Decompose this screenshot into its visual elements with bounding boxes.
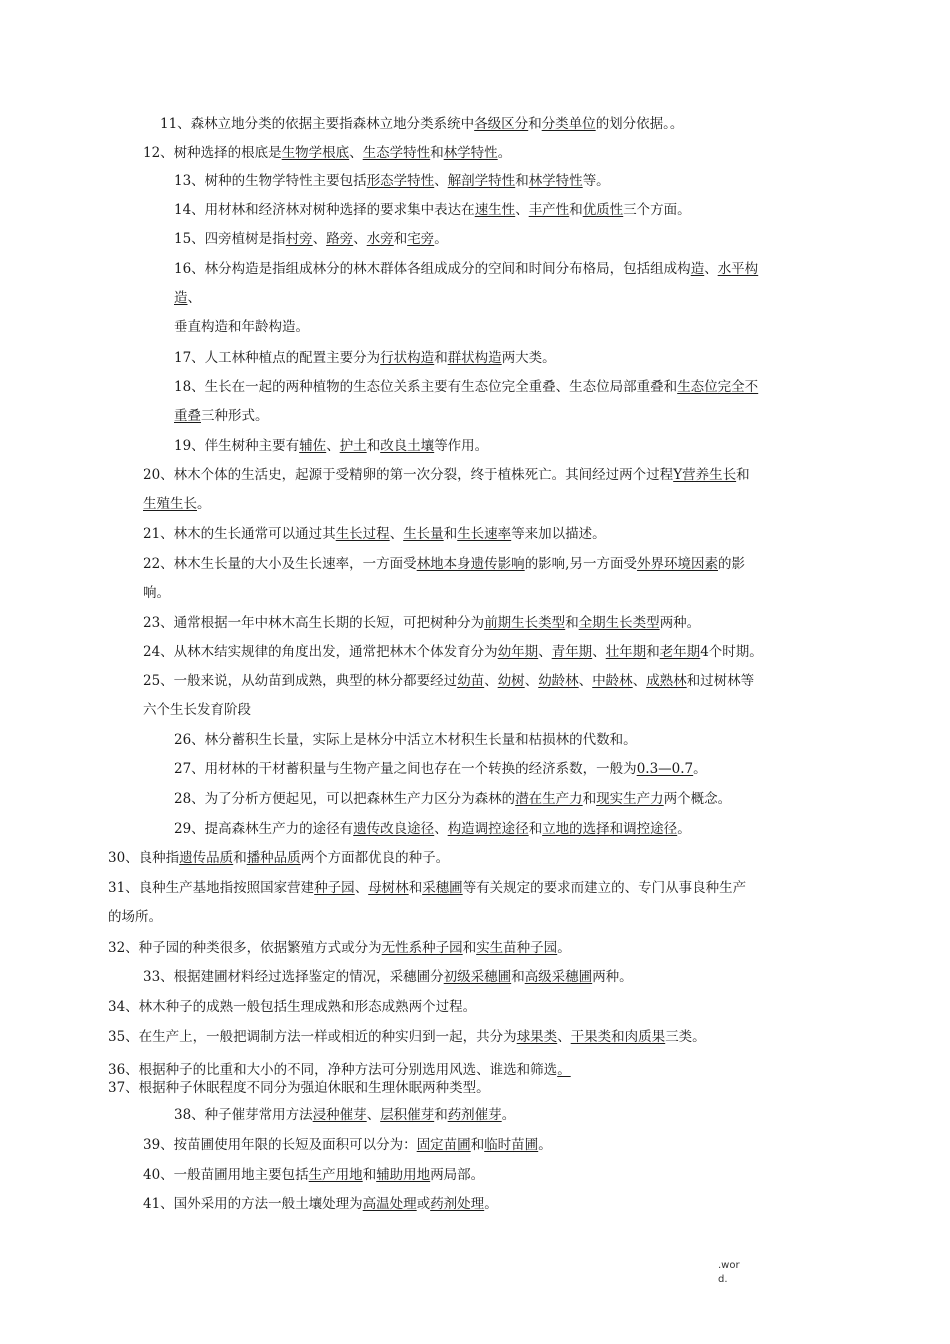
- underlined-answer: 潜在生产力: [515, 791, 583, 807]
- underlined-answer: 层积催芽: [380, 1107, 435, 1123]
- text-segment: 等来加以描述。: [511, 526, 606, 542]
- text-segment: 六个生长发育阶段: [143, 702, 251, 718]
- underlined-answer: 干果类和肉质果: [570, 1029, 666, 1045]
- underlined-answer: 种子园: [314, 880, 355, 896]
- underlined-answer: 全期生长类型: [578, 615, 660, 631]
- underlined-answer: 生物学根底: [281, 145, 350, 161]
- underlined-answer: 水旁: [366, 231, 394, 247]
- underlined-answer: 辅佐: [299, 438, 327, 454]
- underlined-answer: 高级采穗圃: [524, 969, 593, 985]
- text-line: [174, 317, 309, 337]
- underlined-answer: 解剖学特性: [447, 173, 516, 189]
- text-segment: 和: [646, 644, 660, 660]
- text-line: [143, 465, 750, 485]
- text-segment: 。: [501, 1107, 516, 1123]
- text-line: [143, 494, 211, 514]
- underlined-answer: 生长量: [403, 526, 444, 542]
- text-line: [143, 143, 511, 163]
- underlined-answer: 构造调控途径: [447, 821, 529, 837]
- text-segment: 18、生长在一起的两种植物的生态位关系主要有生态位完全重叠、生态位局部重叠和: [174, 379, 678, 395]
- text-segment: 两种。: [659, 615, 701, 631]
- text-segment: 、: [524, 673, 539, 689]
- text-line: [174, 288, 201, 308]
- text-segment: 、: [353, 231, 367, 247]
- underlined-answer: 生长过程: [335, 526, 390, 542]
- text-segment: 29、提高森林生产力的途径有: [174, 821, 354, 837]
- text-segment: 三类。: [665, 1029, 706, 1045]
- underlined-answer: 分类单位: [541, 116, 596, 132]
- text-segment: 、: [354, 880, 369, 896]
- text-line: [174, 819, 691, 839]
- text-segment: 等有关规定的要求而建立的、专门从事良种生产: [462, 880, 747, 896]
- underlined-answer: 临时苗圃: [484, 1137, 539, 1153]
- underlined-answer: 无性系种子园: [381, 940, 463, 956]
- underlined-answer: 护土: [339, 438, 367, 454]
- text-line: [143, 671, 754, 691]
- text-segment: 和: [233, 850, 247, 866]
- underlined-answer: 优质性: [582, 202, 624, 218]
- underlined-answer: 辅助用地: [376, 1167, 431, 1183]
- text-segment: 、: [326, 438, 340, 454]
- text-segment: 响。: [143, 585, 170, 601]
- text-segment: 。: [557, 940, 571, 956]
- text-segment: 25、一般来说，从幼苗到成熟，典型的林分都要经过: [143, 673, 458, 689]
- text-line: [143, 1165, 484, 1185]
- text-segment: 等。: [582, 173, 610, 189]
- underlined-answer: 固定苗圃: [416, 1137, 471, 1153]
- text-segment: 15、四旁植树是指: [174, 231, 286, 247]
- underlined-answer: 生产用地: [308, 1167, 363, 1183]
- underlined-answer: 幼年期: [497, 644, 539, 660]
- underlined-answer: 重叠: [174, 408, 201, 424]
- text-segment: 35、在生产上，一般把调制方法一样或相近的种实归到一起，共分为: [108, 1029, 517, 1045]
- text-segment: 、: [187, 290, 201, 306]
- underlined-answer: 造: [690, 261, 705, 277]
- underlined-answer: 幼龄林: [538, 673, 579, 689]
- text-segment: 、: [389, 526, 404, 542]
- text-segment: 37、根据种子休眠程度不同分为强迫休眠和生理休眠两种类型。: [108, 1080, 490, 1096]
- text-segment: 两种。: [592, 969, 633, 985]
- text-segment: 和: [434, 1107, 448, 1123]
- underlined-answer: 生态位完全不: [677, 379, 759, 395]
- underlined-answer: 老年期: [659, 644, 701, 660]
- text-segment: 、: [366, 1107, 381, 1123]
- underlined-answer: 0.3—0.7: [636, 761, 694, 777]
- underlined-answer: 遗传品质: [179, 850, 234, 866]
- underlined-answer: 生态学特性: [362, 145, 431, 161]
- text-segment: 、: [704, 261, 718, 277]
- text-segment: 36、根据种子的比重和大小的不同，净种方法可分别选用风选、谁选和筛选: [108, 1062, 558, 1078]
- text-segment: 的影: [717, 556, 745, 572]
- text-segment: 和: [569, 202, 583, 218]
- underlined-answer: 立地的选择和调控途径: [542, 821, 678, 837]
- text-segment: 13、树种的生物学特性主要包括: [174, 173, 367, 189]
- text-segment: 和: [528, 116, 542, 132]
- text-segment: 和: [528, 821, 543, 837]
- text-line: [174, 759, 707, 779]
- text-line: [174, 200, 691, 220]
- underlined-answer: 壮年期: [605, 644, 647, 660]
- underlined-answer: 成熟林: [646, 673, 687, 689]
- text-segment: 和: [443, 526, 458, 542]
- underlined-answer: 宅旁: [407, 231, 435, 247]
- text-segment: 和: [582, 791, 597, 807]
- text-segment: 和: [362, 1167, 377, 1183]
- text-segment: 垂直构造和年龄构造。: [174, 319, 309, 335]
- text-segment: 40、一般苗圃用地主要包括: [143, 1167, 309, 1183]
- underlined-answer: 群状构造: [447, 350, 502, 366]
- text-line: [174, 377, 758, 397]
- text-segment: 、: [557, 1029, 571, 1045]
- text-segment: 12、树种选择的根底是: [143, 145, 282, 161]
- underlined-answer: 幼苗: [457, 673, 485, 689]
- text-segment: 26、林分蓄积生长量，实际上是林分中活立木材积生长量和枯损林的代数和。: [174, 732, 637, 748]
- text-segment: 38、种子催芽常用方法: [174, 1107, 313, 1123]
- text-line: [143, 524, 606, 544]
- text-segment: 22、林木生长量的大小及生长速率，一方面受: [143, 556, 417, 572]
- text-line: [174, 171, 610, 191]
- text-segment: 、: [434, 821, 448, 837]
- text-segment: 的场所。: [108, 909, 162, 925]
- underlined-answer: Y营养生长: [673, 467, 737, 483]
- text-segment: 和: [393, 231, 408, 247]
- text-segment: 和: [430, 145, 444, 161]
- text-line: [108, 997, 476, 1017]
- text-segment: 11、森林立地分类的依据主要指森林立地分类系统中: [160, 116, 475, 132]
- underlined-answer: 浸种催芽: [312, 1107, 367, 1123]
- text-segment: 。: [484, 1196, 498, 1212]
- text-line: [174, 259, 758, 279]
- text-segment: 两大类。: [501, 350, 556, 366]
- underlined-answer: 造: [174, 290, 188, 306]
- underlined-answer: 路旁: [326, 231, 354, 247]
- text-line: [108, 1060, 571, 1080]
- text-line: [174, 730, 637, 750]
- text-segment: 、: [484, 673, 498, 689]
- text-segment: 24、从林木结实规律的角度出发，通常把林木个体发育分为: [143, 644, 498, 660]
- text-segment: 19、伴生树种主要有: [174, 438, 300, 454]
- text-segment: 28、为了分析方便起见，可以把森林生产力区分为森林的: [174, 791, 516, 807]
- underlined-answer: 前期生长类型: [484, 615, 566, 631]
- text-segment: 21、林木的生长通常可以通过其: [143, 526, 336, 542]
- text-segment: 23、通常根据一年中林木高生长期的长短，可把树种分为: [143, 615, 485, 631]
- text-segment: 两局部。: [430, 1167, 485, 1183]
- text-segment: 、: [515, 202, 529, 218]
- underlined-answer: 林地本身遗传影响: [416, 556, 525, 572]
- text-segment: 和: [470, 1137, 485, 1153]
- underlined-answer: 高温处理: [362, 1196, 417, 1212]
- text-segment: 、: [434, 173, 448, 189]
- text-segment: 和: [462, 940, 477, 956]
- text-segment: 的划分依据。。: [595, 116, 684, 132]
- text-line: [108, 907, 162, 927]
- underlined-answer: 丰产性: [528, 202, 570, 218]
- text-segment: 。: [497, 145, 512, 161]
- underlined-answer: 林学特性: [528, 173, 583, 189]
- underlined-answer: 形态学特性: [366, 173, 435, 189]
- underlined-answer: 播种品质: [246, 850, 301, 866]
- text-segment: 、: [578, 673, 593, 689]
- underlined-answer: 速生性: [474, 202, 516, 218]
- underlined-answer: 现实生产力: [596, 791, 664, 807]
- page-footer: [718, 1259, 740, 1287]
- underlined-answer: 幼树: [497, 673, 525, 689]
- underlined-answer: 实生苗种子园: [476, 940, 558, 956]
- footer-text-line-2: d.: [718, 1274, 728, 1285]
- text-segment: 两个概念。: [663, 791, 732, 807]
- text-line: [108, 848, 449, 868]
- underlined-answer: 球果类: [516, 1029, 558, 1045]
- text-segment: 32、种子园的种类很多，依据繁殖方式或分为: [108, 940, 382, 956]
- text-line: [174, 348, 556, 368]
- text-segment: 和过树林等: [686, 673, 755, 689]
- underlined-answer: 改良土壤: [380, 438, 435, 454]
- text-line: [108, 878, 746, 898]
- text-segment: 三种形式。: [201, 408, 269, 424]
- text-segment: 。: [693, 761, 707, 777]
- text-segment: 17、人工林种植点的配置主要分为: [174, 350, 381, 366]
- text-line: [174, 789, 731, 809]
- text-line: [160, 114, 683, 134]
- underlined-answer: 药剂处理: [430, 1196, 485, 1212]
- text-line: [143, 1194, 498, 1214]
- text-line: [143, 700, 251, 720]
- text-segment: 。: [434, 231, 448, 247]
- underlined-answer: 外界环境因素: [636, 556, 718, 572]
- text-line: [143, 554, 745, 574]
- underlined-answer: 采穗圃: [422, 880, 463, 896]
- text-segment: 、: [312, 231, 327, 247]
- underlined-answer: 初级采穗圃: [443, 969, 512, 985]
- text-segment: 30、良种指: [108, 850, 180, 866]
- text-line: [143, 967, 633, 987]
- text-segment: 、: [592, 644, 606, 660]
- underlined-answer: 生殖生长: [143, 496, 197, 512]
- text-line: [143, 583, 170, 603]
- underlined-answer: 中龄林: [592, 673, 633, 689]
- text-segment: 。: [197, 496, 211, 512]
- text-segment: 等作用。: [434, 438, 489, 454]
- underlined-answer: 母树林: [368, 880, 409, 896]
- text-line: [174, 229, 448, 249]
- underlined-answer: 遗传改良途径: [353, 821, 435, 837]
- text-segment: 、: [538, 644, 552, 660]
- footer-text-line-1: .wor: [718, 1260, 740, 1271]
- text-line: [108, 1078, 490, 1098]
- text-segment: 39、按苗圃使用年限的长短及面积可以分为：: [143, 1137, 417, 1153]
- text-segment: 和: [511, 969, 525, 985]
- text-segment: 34、林木种子的成熟一般包括生理成熟和形态成熟两个过程。: [108, 999, 477, 1015]
- text-line: [174, 436, 488, 456]
- text-segment: 。: [677, 821, 691, 837]
- text-segment: 或: [416, 1196, 431, 1212]
- underlined-answer: 水平构: [717, 261, 759, 277]
- text-segment: 31、良种生产基地指按照国家营建: [108, 880, 315, 896]
- text-segment: 27、用材林的干材蓄积量与生物产量之间也存在一个转换的经济系数，一般为: [174, 761, 637, 777]
- text-segment: 41、国外采用的方法一般土壤处理为: [143, 1196, 363, 1212]
- text-line: [174, 406, 269, 426]
- underlined-answer: 村旁: [285, 231, 313, 247]
- text-line: [174, 1105, 515, 1125]
- text-segment: 和: [434, 350, 448, 366]
- text-segment: 16、林分构造是指组成林分的林木群体各组成成分的空间和时间分布格局，包括组成构: [174, 261, 691, 277]
- text-segment: 20、林木个体的生活史，起源于受精卵的第一次分裂，终于植株死亡。其间经过两个过程: [143, 467, 674, 483]
- underlined-answer: 行状构造: [380, 350, 435, 366]
- text-segment: 、: [349, 145, 363, 161]
- text-segment: 和: [408, 880, 423, 896]
- text-segment: 14、用材林和经济林对树种选择的要求集中表达在: [174, 202, 475, 218]
- underlined-answer: 各级区分: [474, 116, 529, 132]
- underlined-answer: 生长速率: [457, 526, 512, 542]
- text-segment: 、: [632, 673, 647, 689]
- underlined-answer: 。: [557, 1062, 571, 1078]
- text-line: [143, 1135, 552, 1155]
- text-segment: 和: [565, 615, 579, 631]
- underlined-answer: 药剂催芽: [447, 1107, 502, 1123]
- text-segment: 三个方面。: [623, 202, 691, 218]
- underlined-answer: 青年期: [551, 644, 593, 660]
- text-segment: 33、根据建圃材料经过选择鉴定的情况，采穗圃分: [143, 969, 444, 985]
- text-line: [108, 938, 571, 958]
- text-segment: 和: [366, 438, 381, 454]
- text-line: [143, 642, 763, 662]
- underlined-answer: 林学特性: [443, 145, 498, 161]
- text-segment: 4个时期。: [700, 644, 763, 660]
- text-segment: 和: [736, 467, 750, 483]
- text-line: [143, 613, 700, 633]
- text-segment: 和: [515, 173, 529, 189]
- text-line: [108, 1027, 706, 1047]
- text-segment: 。: [538, 1137, 552, 1153]
- text-segment: 的影响,另一方面受: [524, 556, 637, 572]
- text-segment: 两个方面都优良的种子。: [300, 850, 450, 866]
